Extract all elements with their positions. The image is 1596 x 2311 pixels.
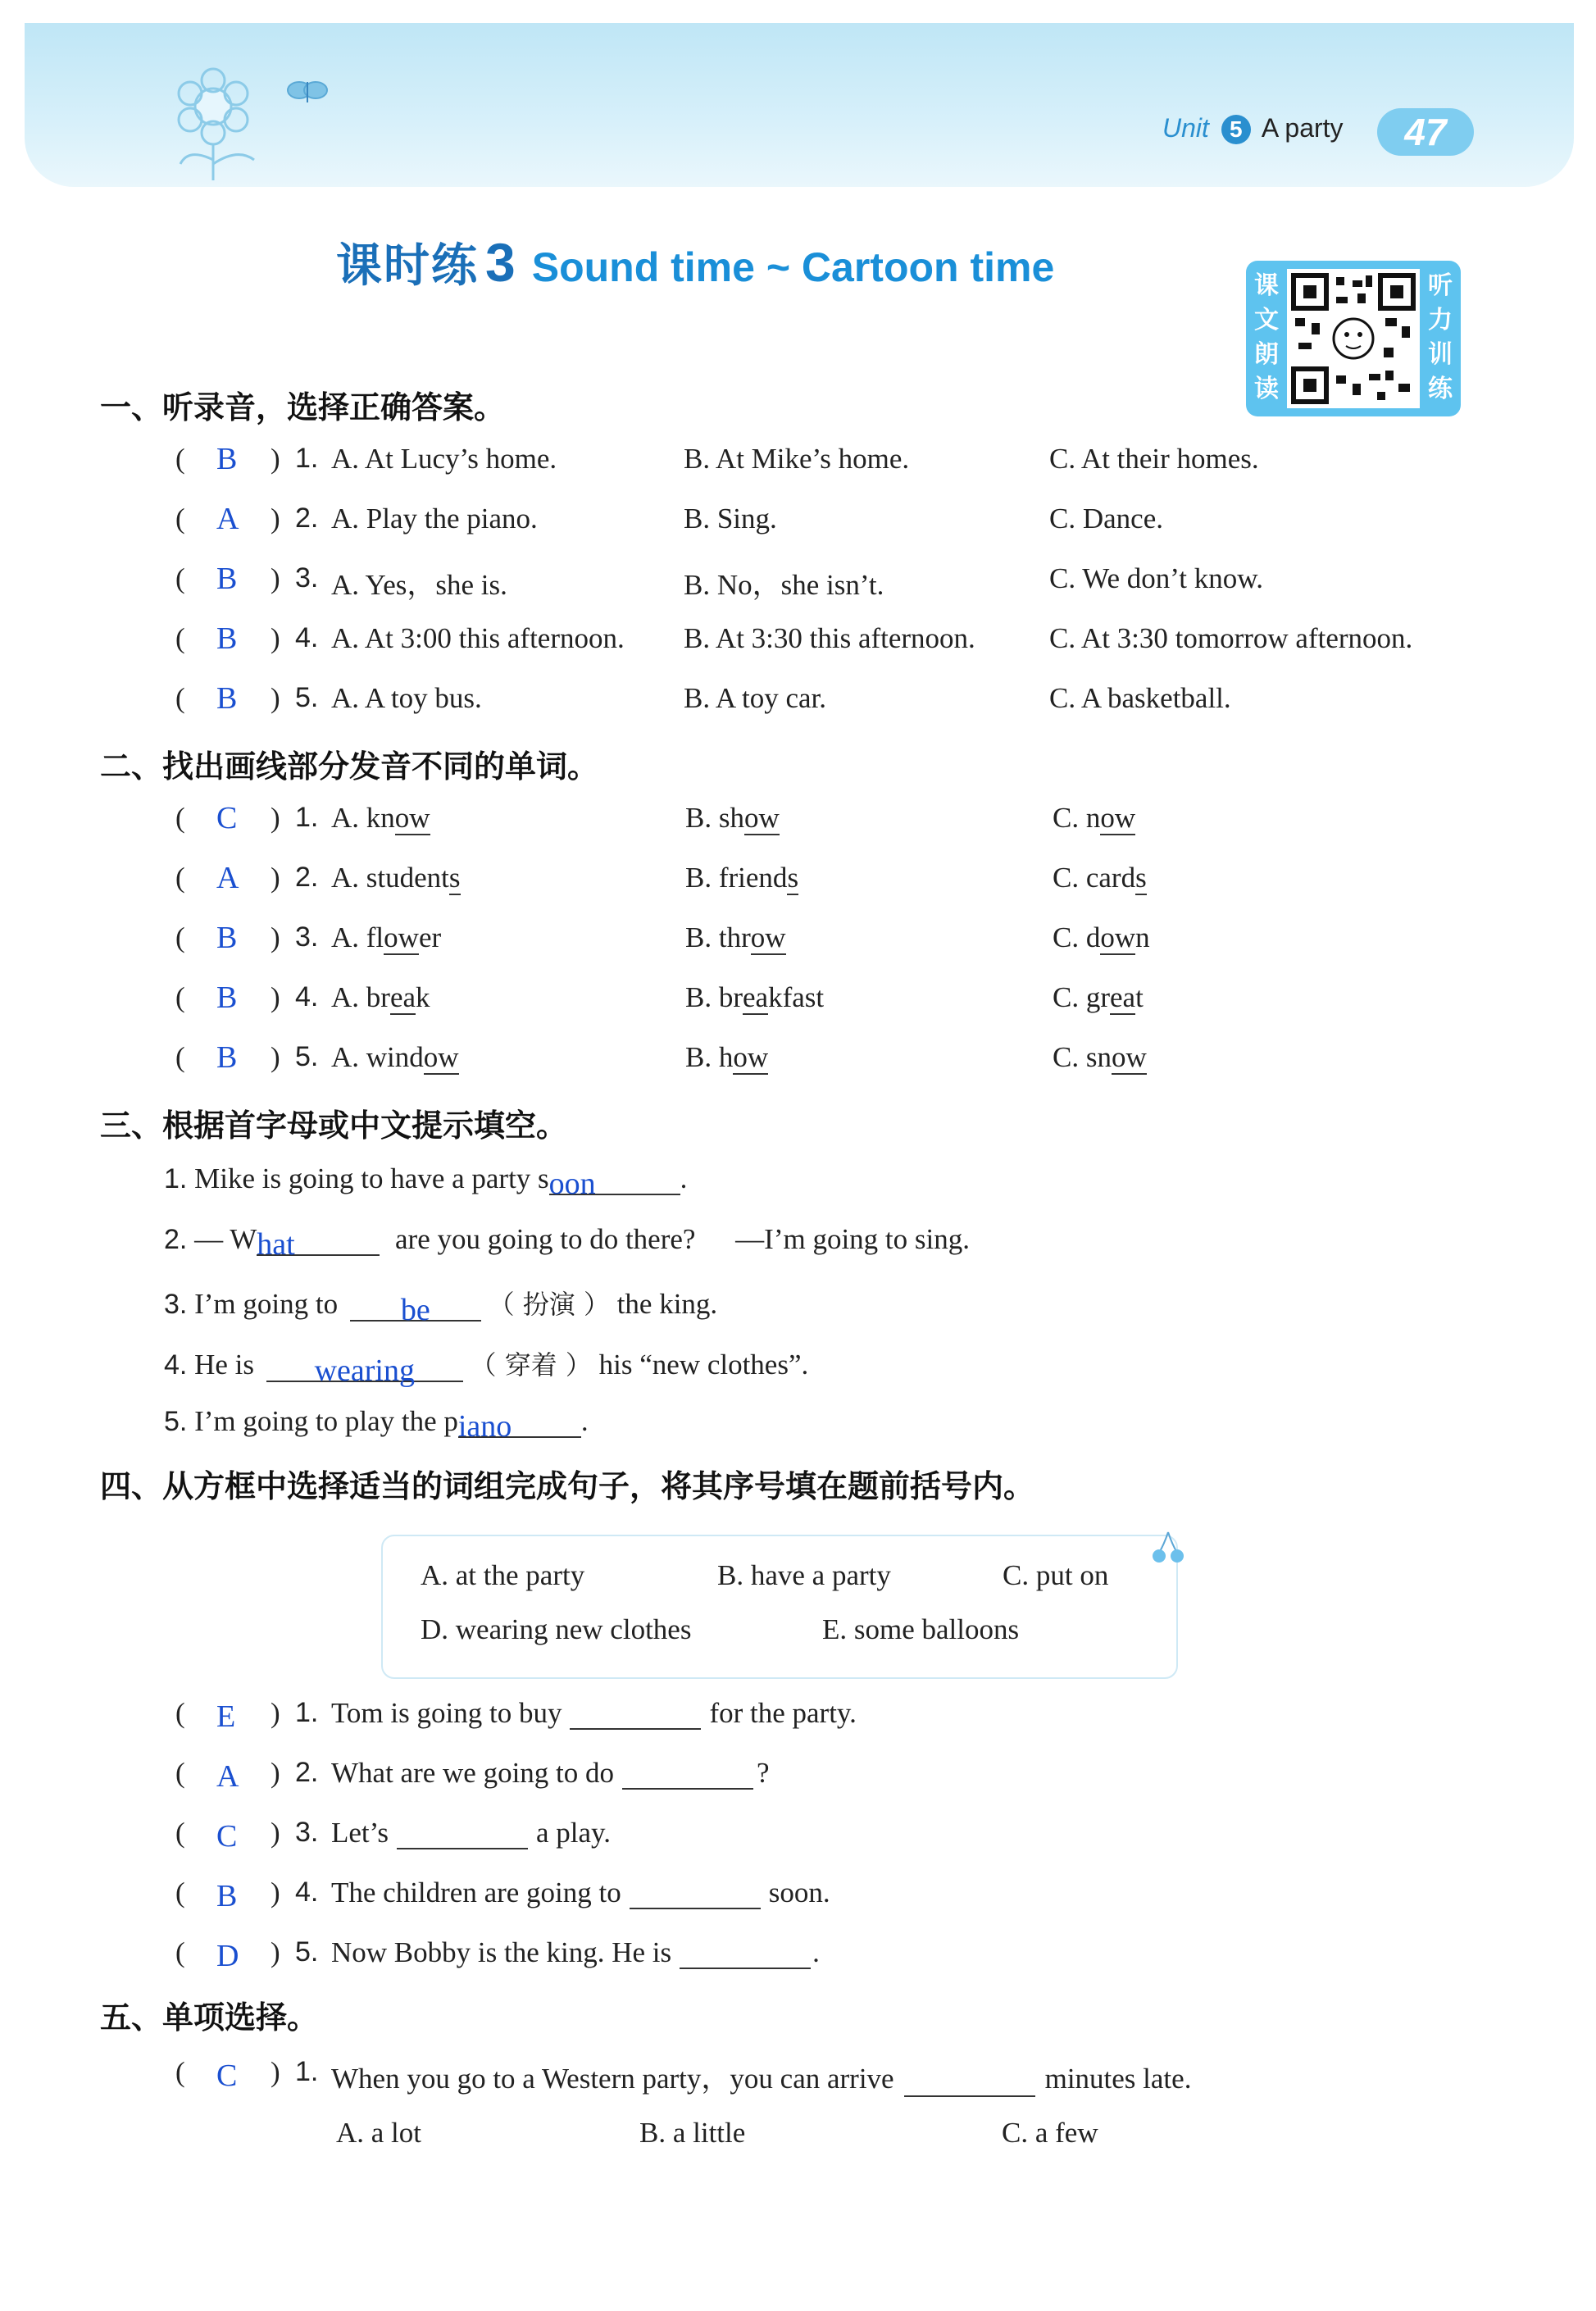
section4-title: 四、从方框中选择适当的词组完成句子，将其序号填在题前括号内。 [100, 1468, 1035, 1504]
option-b[interactable]: B. friends [685, 862, 799, 894]
phrase-box [381, 1535, 1178, 1679]
section1-title: 一、听录音，选择正确答案。 [100, 389, 506, 425]
option-a[interactable]: A. Yes，she is. [331, 569, 507, 601]
phrase-option: E. some balloons [822, 1613, 1020, 1645]
answer[interactable]: B [216, 980, 238, 1015]
option-c[interactable]: C. A basketball. [1049, 682, 1231, 714]
option-b[interactable]: B. A toy car. [684, 682, 827, 714]
answer[interactable]: B [216, 1040, 238, 1075]
phrase-option: C. put on [1003, 1559, 1109, 1591]
fill-blank[interactable] [622, 1760, 753, 1790]
page-number: 47 [1377, 108, 1474, 156]
list-item: 1. Mike is going to have a party soon . [164, 1162, 688, 1201]
option-a[interactable]: A. At Lucy’s home. [331, 443, 557, 475]
option-b[interactable]: B. Sing. [684, 503, 777, 535]
answer[interactable]: A [216, 502, 239, 536]
fill-blank[interactable] [397, 1820, 528, 1849]
option-b[interactable]: B. show [685, 802, 780, 834]
answer[interactable]: B [216, 921, 238, 955]
option-b[interactable]: B. breakfast [685, 981, 825, 1013]
option-a[interactable]: A. window [331, 1041, 459, 1073]
fill-blank[interactable]: iano [458, 1408, 581, 1438]
option-c[interactable]: C. snow [1053, 1041, 1147, 1073]
fill-blank[interactable] [570, 1700, 701, 1730]
option-c[interactable]: C. At their homes. [1049, 443, 1259, 475]
flower-icon [164, 57, 361, 180]
answer[interactable]: B [216, 562, 238, 596]
option-b[interactable]: B. how [685, 1041, 769, 1073]
option-a[interactable]: A. students [331, 862, 461, 894]
fill-blank[interactable]: wearing [266, 1353, 463, 1382]
qr-right-label: 听 力 训 练 [1428, 271, 1453, 403]
phrase-option: A. at the party [421, 1559, 585, 1591]
answer[interactable]: B [216, 442, 238, 476]
unit-number-badge: 5 [1221, 115, 1251, 144]
option-c[interactable]: C. At 3:30 tomorrow afternoon. [1049, 622, 1413, 654]
option-c[interactable]: C. now [1053, 802, 1136, 834]
section2-title: 二、找出画线部分发音不同的单词。 [100, 748, 599, 785]
qr-panel[interactable] [1246, 261, 1461, 416]
option-c[interactable]: C. cards [1053, 862, 1147, 894]
list-item: 5. I’m going to play the piano . [164, 1405, 589, 1444]
unit-word: Unit [1162, 113, 1209, 143]
list-item: 3. I’m going to be （ 扮演 ） the king. [164, 1288, 718, 1327]
option-c[interactable]: C. down [1053, 921, 1150, 953]
section3-title: 三、根据首字母或中文提示填空。 [100, 1108, 568, 1144]
list-item: 4. He is wearing （ 穿着 ） his “new clothes”. [164, 1349, 809, 1388]
answer[interactable]: B [216, 1879, 238, 1913]
answer[interactable]: E [216, 1699, 236, 1734]
fill-blank[interactable] [630, 1880, 761, 1909]
option-c[interactable]: C. a few [1002, 2117, 1098, 2149]
lesson-title-cn: 课时练 [336, 239, 479, 291]
answer[interactable]: A [216, 1759, 239, 1794]
lesson-title [336, 230, 1054, 295]
answer[interactable]: B [216, 621, 238, 656]
unit-label [1162, 113, 1344, 144]
lesson-title-en: Sound time ~ Cartoon time [531, 244, 1055, 290]
option-b[interactable]: B. No，she isn’t. [684, 569, 884, 601]
option-a[interactable]: A. know [331, 802, 430, 834]
answer[interactable]: C [216, 801, 238, 835]
unit-title: A party [1261, 113, 1344, 143]
phrase-option: D. wearing new clothes [421, 1613, 692, 1645]
qr-left-label: 课 文 朗 读 [1254, 271, 1279, 403]
option-b[interactable]: B. a little [639, 2117, 746, 2149]
option-a[interactable]: A. At 3:00 this afternoon. [331, 622, 625, 654]
list-item: 2. — What are you going to do there? —I’m going to sing. [164, 1223, 970, 1262]
option-c[interactable]: C. Dance. [1049, 503, 1163, 535]
option-b[interactable]: B. At 3:30 this afternoon. [684, 622, 975, 654]
lesson-number: 3 [485, 232, 516, 293]
phrase-option: B. have a party [717, 1559, 891, 1591]
answer[interactable]: A [216, 861, 239, 895]
option-c[interactable]: C. We don’t know. [1049, 562, 1263, 594]
fill-blank[interactable]: oon [549, 1166, 680, 1195]
answer[interactable]: B [216, 681, 238, 716]
option-b[interactable]: B. At Mike’s home. [684, 443, 910, 475]
option-a[interactable]: A. a lot [336, 2117, 422, 2149]
fill-blank[interactable] [904, 2068, 1035, 2097]
option-a[interactable]: A. A toy bus. [331, 682, 482, 714]
option-b[interactable]: B. throw [685, 921, 786, 953]
butterfly-icon [288, 82, 327, 102]
option-a[interactable]: A. break [331, 981, 430, 1013]
fill-blank[interactable]: hat [257, 1226, 380, 1256]
option-a[interactable]: A. flower [331, 921, 442, 953]
cherry-icon [1148, 1528, 1189, 1569]
option-c[interactable]: C. great [1053, 981, 1144, 1013]
option-a[interactable]: A. Play the piano. [331, 503, 538, 535]
qr-code-icon[interactable] [1287, 269, 1420, 408]
answer[interactable]: C [216, 2059, 238, 2093]
section5-title: 五、单项选择。 [100, 1999, 319, 2036]
answer[interactable]: C [216, 1819, 238, 1854]
answer[interactable]: D [216, 1939, 239, 1973]
fill-blank[interactable] [680, 1940, 811, 1969]
fill-blank[interactable]: be [350, 1292, 481, 1322]
